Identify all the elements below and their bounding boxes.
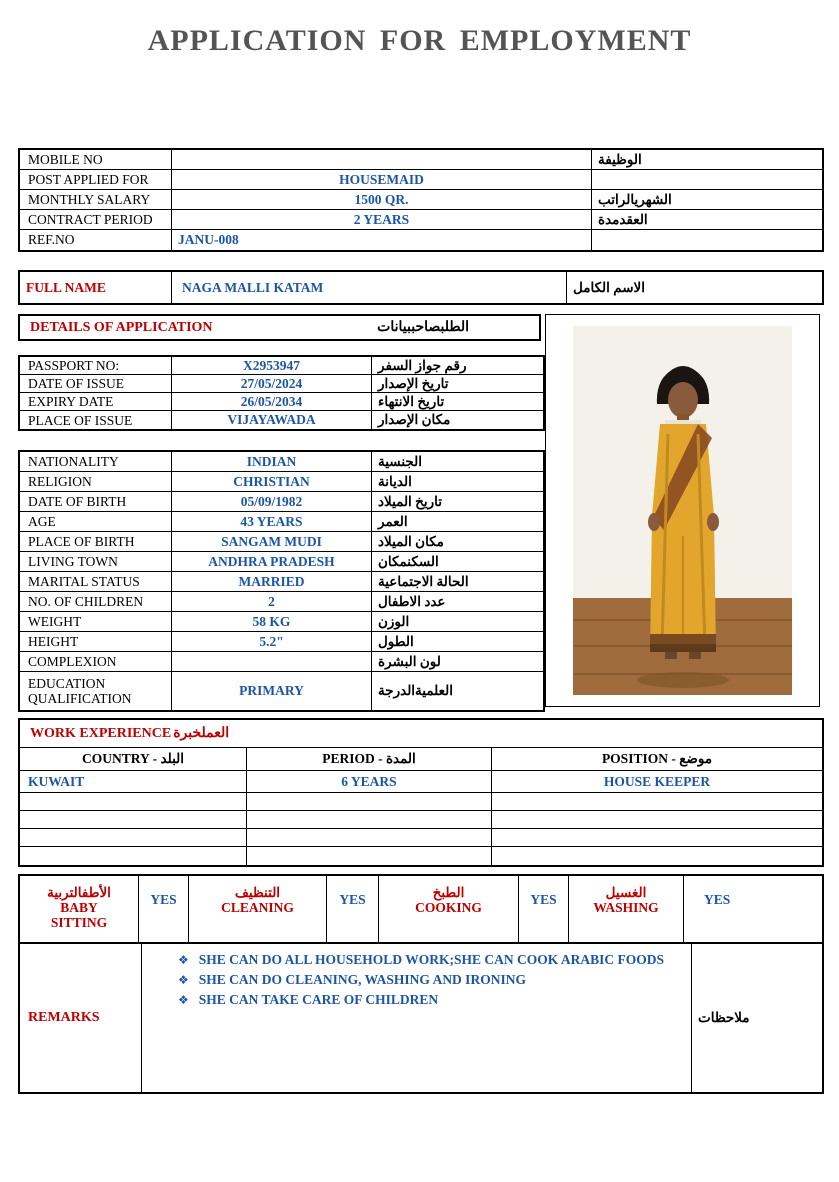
work-country: KUWAIT [20,771,247,792]
work-period [247,793,492,810]
age-label: AGE [20,512,172,531]
skills-row [20,876,822,944]
living-town-label: LIVING TOWN [20,552,172,571]
table-row [20,411,543,429]
work-experience-row [20,771,822,793]
position-column-header: POSITION - موضع [601,751,713,766]
place-of-birth-label: PLACE OF BIRTH [20,532,172,551]
baby-sitting-value: YES [139,876,189,944]
remarks-row [20,944,822,1092]
work-experience-row-empty [20,811,822,829]
children-label: NO. OF CHILDREN [20,592,172,611]
date-of-birth-arabic: تاريخ الميلاد [378,493,443,509]
header-info-table [18,148,824,252]
remark-text: SHE CAN DO ALL HOUSEHOLD WORK;SHE CAN COOK ARABIC FOODS [198,952,664,967]
remark-item [178,970,687,990]
applicant-photo-image [547,316,818,705]
full-name-label-arabic: الاسم الكامل [573,279,646,295]
table-row [20,592,543,612]
full-name-value: NAGA MALLI KATAM [172,272,567,303]
work-position [492,811,822,828]
passport-table [18,355,545,431]
table-row [20,512,543,532]
period-column-header: PERIOD - المدة [247,748,492,770]
age-value: 43 YEARS [172,512,372,531]
table-row [20,452,543,472]
passport-no-arabic: رقم جواز السفر [378,357,467,373]
work-position [492,847,822,865]
table-row [20,210,822,230]
remark-text: SHE CAN DO CLEANING, WASHING AND IRONING [198,972,526,987]
date-of-issue-arabic: تاريخ الإصدار [378,375,449,391]
table-row [20,230,822,250]
table-row [20,150,822,170]
age-arabic: العمر [378,513,408,529]
table-row [20,393,543,411]
date-of-birth-label: DATE OF BIRTH [20,492,172,511]
religion-arabic: الديانة [378,473,412,489]
height-label: HEIGHT [20,632,172,651]
weight-value: 58 KG [172,612,372,631]
field-value-contract-period: 2 YEARS [172,210,592,229]
cleaning-label [189,876,327,944]
table-row [20,572,543,592]
table-row [20,357,543,375]
education-value: PRIMARY [172,672,372,710]
work-period [247,811,492,828]
field-label-arabic-contract: العقدمدة [598,211,648,227]
work-experience-row-empty [20,847,822,865]
remarks-label-arabic: ملاحظات [698,1010,750,1025]
religion-label: RELIGION [20,472,172,491]
nationality-label: NATIONALITY [20,452,172,471]
living-town-arabic: السكنمكان [378,553,439,569]
weight-label: WEIGHT [20,612,172,631]
baby-sitting-arabic: الأطفالتربية [47,885,111,900]
baby-sitting-label [20,876,139,944]
nationality-arabic: الجنسية [378,453,423,469]
work-country [20,811,247,828]
living-town-value: ANDHRA PRADESH [172,552,372,571]
full-name-table [18,270,824,305]
washing-value: YES [704,892,731,907]
work-experience-title: WORK EXPERIENCE [30,725,172,741]
cooking-arabic: الطبخ [432,885,465,900]
work-period [247,847,492,865]
table-row [20,612,543,632]
cleaning-value: YES [327,876,379,944]
expiry-date-arabic: تاريخ الانتهاء [378,393,445,409]
skills-table [18,874,824,946]
table-row [20,632,543,652]
country-column-header: COUNTRY - البلد [20,748,247,770]
table-row [20,170,822,190]
cleaning-arabic: التنظيف [234,885,281,900]
field-label-ref-no: REF.NO [20,230,172,250]
table-row [20,472,543,492]
field-label-contract-period: CONTRACT PERIOD [20,210,172,229]
date-of-issue-label: DATE OF ISSUE [20,375,172,392]
complexion-label: COMPLEXION [20,652,172,671]
work-country [20,829,247,846]
marital-status-value: MARRIED [172,572,372,591]
cooking-value: YES [519,876,569,944]
place-of-issue-arabic: مكان الإصدار [378,412,451,427]
field-label-arabic-job: الوظيفة [598,151,642,167]
work-position [492,793,822,810]
table-row [20,272,822,303]
expiry-date-value: 26/05/2034 [172,393,372,410]
remark-item [178,990,687,1010]
diamond-bullet-icon: ❖ [178,993,189,1007]
washing-label [569,876,684,944]
cooking-label [379,876,519,944]
applicant-photo [545,314,820,707]
field-value-mobile-no [172,150,592,169]
work-experience-title-arabic: العملخبرة [173,726,230,741]
table-row [20,492,543,512]
diamond-bullet-icon: ❖ [178,973,189,987]
remarks-table [18,942,824,1094]
marital-status-label: MARITAL STATUS [20,572,172,591]
field-label-arabic-empty [592,170,822,189]
remarks-list [142,944,692,1092]
field-label-monthly-salary: MONTHLY SALARY [20,190,172,209]
work-position: HOUSE KEEPER [603,773,711,789]
table-row [20,672,543,710]
remark-item [178,950,687,970]
diamond-bullet-icon: ❖ [178,953,189,967]
personal-details-table [18,450,545,712]
passport-no-value: X2953947 [172,357,372,374]
work-experience-row-empty [20,793,822,811]
cooking-text: COOKING [415,900,482,915]
work-country [20,793,247,810]
marital-status-arabic: الحالة الاجتماعية [378,573,469,589]
remark-text: SHE CAN TAKE CARE OF CHILDREN [198,992,439,1007]
work-period: 6 YEARS [247,771,492,792]
complexion-value [172,652,372,671]
complexion-arabic: لون البشرة [378,653,441,669]
place-of-issue-label: PLACE OF ISSUE [20,411,172,429]
details-title: DETAILS OF APPLICATION [30,319,213,335]
table-row [20,532,543,552]
field-value-post-applied: HOUSEMAID [172,170,592,189]
education-arabic: العلميةالدرجة [378,683,454,698]
work-experience-header-row [20,748,822,771]
washing-text: WASHING [593,900,659,915]
washing-arabic: الغسيل [605,885,647,900]
details-title-arabic: الطلبصاحببيانات [377,320,469,335]
work-country [20,847,247,865]
work-experience-title-row [20,720,822,748]
date-of-issue-value: 27/05/2024 [172,375,372,392]
table-row [20,190,822,210]
place-of-birth-arabic: مكان الميلاد [378,533,444,549]
field-label-mobile-no: MOBILE NO [20,150,172,169]
education-label: EDUCATION QUALIFICATION [20,672,172,710]
passport-no-label: PASSPORT NO: [20,357,172,374]
details-of-application-header [18,314,541,341]
table-row [20,375,543,393]
children-value: 2 [172,592,372,611]
religion-value: CHRISTIAN [172,472,372,491]
work-period [247,829,492,846]
cleaning-text: CLEANING [221,900,294,915]
date-of-birth-value: 05/09/1982 [172,492,372,511]
work-experience-table [18,718,824,867]
children-arabic: عدد الاطفال [378,593,446,609]
table-row [20,552,543,572]
place-of-birth-value: SANGAM MUDI [172,532,372,551]
weight-arabic: الوزن [378,613,410,629]
expiry-date-label: EXPIRY DATE [20,393,172,410]
field-value-monthly-salary: 1500 QR. [172,190,592,209]
nationality-value: INDIAN [172,452,372,471]
full-name-label: FULL NAME [20,272,172,303]
baby-sitting-text: BABY SITTING [50,900,108,930]
remarks-label: REMARKS [20,944,142,1092]
work-position [492,829,822,846]
work-experience-row-empty [20,829,822,847]
field-label-post-applied: POST APPLIED FOR [20,170,172,189]
height-value: 5.2" [172,632,372,651]
page-title: APPLICATION FOR EMPLOYMENT [147,24,692,57]
table-row [20,652,543,672]
height-arabic: الطول [378,633,414,649]
field-value-ref-no: JANU-008 [172,230,592,250]
field-label-arabic-salary: الشهريالراتب [598,191,672,207]
field-label-arabic-empty2 [592,230,822,250]
place-of-issue-value: VIJAYAWADA [172,411,372,429]
